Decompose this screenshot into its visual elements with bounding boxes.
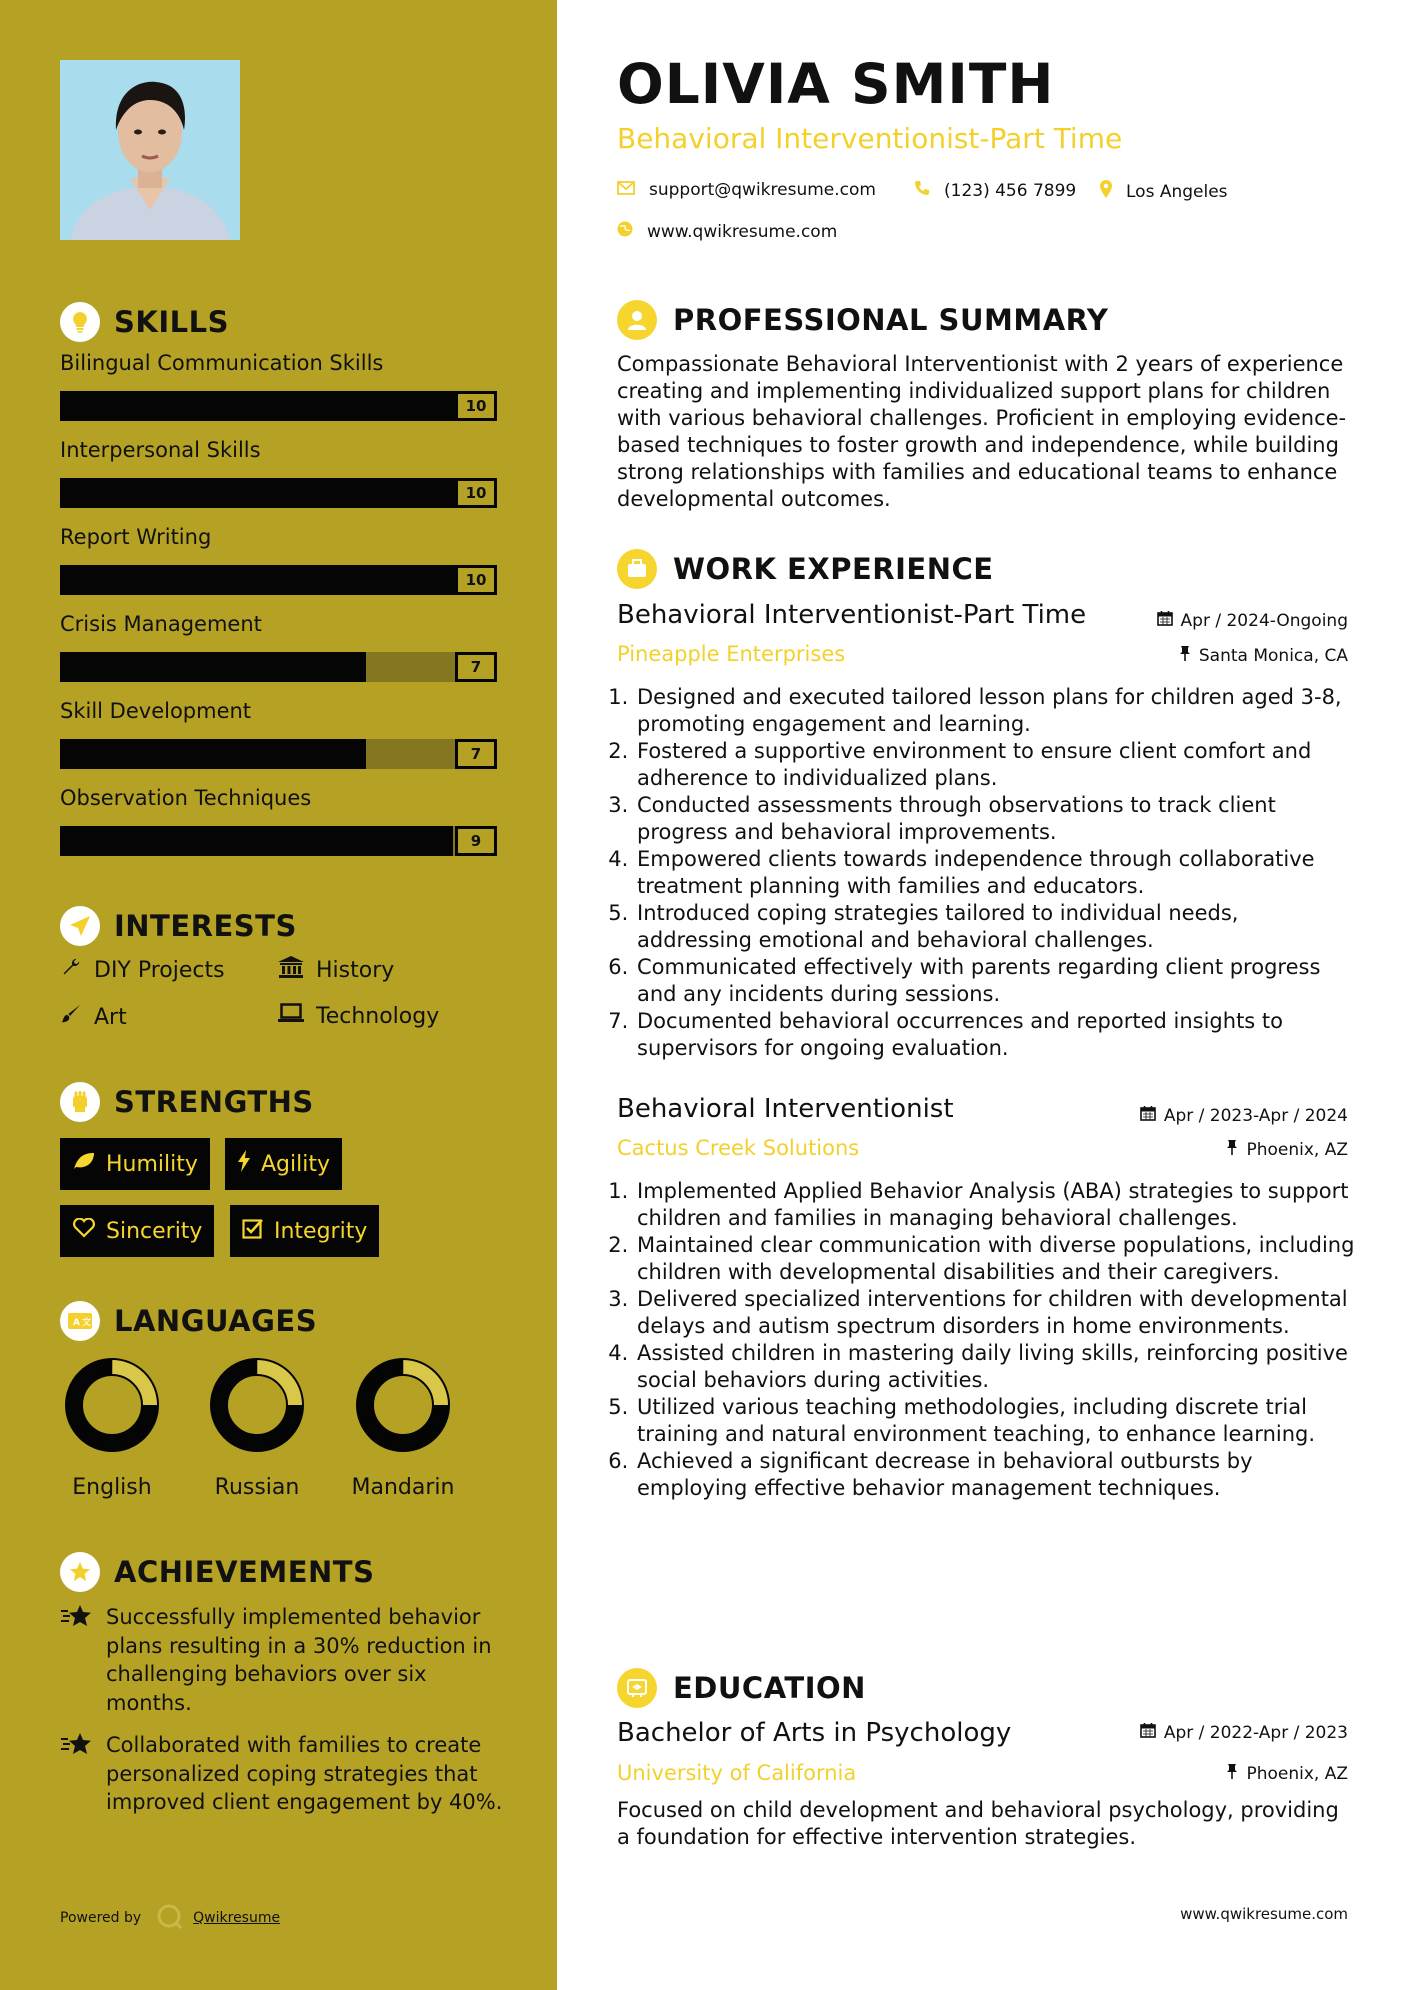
skill-bar [60, 391, 497, 421]
language-donut [62, 1355, 162, 1455]
company-name: Pineapple Enterprises [617, 642, 846, 666]
interest-label: Art [94, 1004, 127, 1030]
job-location [1179, 645, 1348, 666]
duty-item: 7. Documented behavioral occurrences and reported insights to supervisors for ongoing evaluation. [635, 1008, 1357, 1062]
duty-item: 2. Maintained clear communication with diverse populations, including children with developmental disabilities and their caregivers. [635, 1232, 1357, 1286]
qwikresume-logo-icon [155, 1902, 183, 1934]
skill-bar [60, 739, 497, 769]
skill-bar [60, 652, 497, 682]
education-text: Focused on child development and behavioral psychology, providing a foundation for effective intervention strategies. [617, 1798, 1339, 1849]
skill-level-badge: 10 [455, 478, 497, 508]
language-donut [353, 1355, 453, 1455]
leaf-icon [72, 1151, 106, 1177]
candidate-name: OLIVIA SMITH [617, 52, 1055, 116]
calendar-icon [1140, 1722, 1164, 1743]
profile-photo [60, 60, 240, 240]
language-item [343, 1355, 463, 1500]
language-item [52, 1355, 172, 1500]
location-contact [1100, 180, 1228, 203]
duty-item: 2. Fostered a supportive environment to ensure client comfort and adherence to individualized plans. [635, 738, 1357, 792]
skill-level-badge: 10 [455, 565, 497, 595]
job-dates-text: Apr / 2023-Apr / 2024 [1163, 1105, 1348, 1126]
language-donut [207, 1355, 307, 1455]
company-name: Cactus Creek Solutions [617, 1136, 860, 1160]
donut-inner-outline [82, 1375, 142, 1435]
skill-name: Observation Techniques [60, 786, 312, 810]
star-icon [60, 1603, 94, 1717]
check-square-icon [242, 1217, 274, 1245]
achievement-text: Successfully implemented behavior plans resulting in a 30% reduction in challenging behaviors over six months. [106, 1605, 492, 1715]
brush-icon [60, 1003, 94, 1031]
experience-heading [617, 549, 994, 589]
candidate-role: Behavioral Interventionist-Part Time [617, 122, 1123, 155]
skill-name: Crisis Management [60, 612, 262, 636]
calendar-icon [1157, 610, 1181, 631]
duties-list [617, 1178, 1357, 1502]
achievement-item [60, 1731, 506, 1817]
phone-icon [914, 180, 944, 201]
duties-list [617, 684, 1357, 1062]
skill-name: Bilingual Communication Skills [60, 351, 384, 375]
interest-label: History [316, 957, 395, 983]
achievement-item [60, 1603, 506, 1717]
job-title: Behavioral Interventionist [617, 1094, 954, 1124]
calendar-icon [1140, 1105, 1164, 1126]
location-text: Los Angeles [1126, 181, 1228, 202]
heart-icon [72, 1218, 106, 1244]
achievements-heading [60, 1552, 374, 1592]
skills-heading [60, 302, 229, 342]
education-heading [617, 1668, 866, 1708]
duty-item: 4. Empowered clients towards independence through collaborative treatment planning with families and educators. [635, 846, 1357, 900]
powered-by-label: Powered by [60, 1910, 142, 1926]
education-title: EDUCATION [673, 1671, 866, 1705]
degree-title: Bachelor of Arts in Psychology [617, 1718, 1012, 1748]
language-label: English [72, 1475, 152, 1500]
pushpin-icon [1226, 1763, 1246, 1784]
donut-inner-outline [373, 1375, 433, 1435]
duty-item: 6. Communicated effectively with parents regarding client progress and any incidents during sessions. [635, 954, 1357, 1008]
star-badge-icon [60, 1552, 100, 1592]
experience-title: WORK EXPERIENCE [673, 552, 994, 586]
job-location-text: Santa Monica, CA [1198, 645, 1348, 666]
interests-title: INTERESTS [114, 909, 297, 943]
education-location [1226, 1763, 1348, 1784]
envelope-icon [617, 180, 649, 200]
user-icon [617, 300, 657, 340]
school-name: University of California [617, 1761, 857, 1785]
skill-level-badge: 9 [455, 826, 497, 856]
education-location-text: Phoenix, AZ [1246, 1763, 1348, 1784]
skill-bar-fill [60, 826, 453, 856]
strength-label: Humility [106, 1151, 198, 1177]
translate-icon [60, 1301, 100, 1341]
duty-item: 4. Assisted children in mastering daily living skills, reinforcing positive social behaviors during activities. [635, 1340, 1357, 1394]
skill-name: Skill Development [60, 699, 252, 723]
map-pin-icon [1100, 180, 1126, 203]
strength-badge [60, 1138, 210, 1190]
skills-title: SKILLS [114, 305, 229, 339]
pushpin-icon [1179, 645, 1199, 666]
email-text: support@qwikresume.com [649, 180, 876, 200]
powered-by [60, 1902, 280, 1934]
summary-title: PROFESSIONAL SUMMARY [673, 303, 1109, 337]
job-dates [1157, 610, 1348, 631]
skill-bar-fill [60, 565, 497, 595]
skill-name: Interpersonal Skills [60, 438, 261, 462]
skill-bar [60, 826, 497, 856]
skill-bar-fill [60, 652, 366, 682]
sidebar [0, 0, 557, 1990]
pushpin-icon [1226, 1139, 1246, 1160]
email-contact[interactable] [617, 180, 876, 200]
bank-icon [278, 956, 316, 984]
education-dates [1140, 1722, 1348, 1743]
strength-label: Agility [261, 1151, 330, 1177]
skill-level-badge: 7 [455, 652, 497, 682]
interest-item [278, 956, 394, 984]
skill-level-badge: 10 [455, 391, 497, 421]
briefcase-icon [617, 549, 657, 589]
phone-text: (123) 456 7899 [944, 180, 1077, 201]
achievements-title: ACHIEVEMENTS [114, 1555, 375, 1589]
duty-item: 3. Delivered specialized interventions for children with developmental delays and autism spectrum disorders in home environments. [635, 1286, 1357, 1340]
language-label: Mandarin [351, 1475, 455, 1500]
website-text: www.qwikresume.com [647, 221, 838, 242]
paper-plane-icon [60, 906, 100, 946]
website-contact[interactable] [617, 221, 837, 242]
skill-bar [60, 478, 497, 508]
skill-bar-fill [60, 391, 497, 421]
graduation-icon [617, 1668, 657, 1708]
strength-badge [230, 1205, 379, 1257]
duty-item: 6. Achieved a significant decrease in behavioral outbursts by employing effective behavior management techniques. [635, 1448, 1357, 1502]
job-dates [1140, 1105, 1348, 1126]
skill-bar-fill [60, 478, 497, 508]
strength-badge [225, 1138, 342, 1190]
languages-heading [60, 1301, 317, 1341]
duty-item: 3. Conducted assessments through observations to track client progress and behavioral improvements. [635, 792, 1357, 846]
footer-url[interactable]: www.qwikresume.com [1180, 1905, 1348, 1923]
wrench-icon [60, 956, 94, 984]
language-item [197, 1355, 317, 1500]
duty-item: 1. Implemented Applied Behavior Analysis (ABA) strategies to support children and families in managing behavioral challenges. [635, 1178, 1357, 1232]
lightbulb-icon [60, 302, 100, 342]
duty-item: 5. Utilized various teaching methodologies, including discrete trial training and natural environment teaching, to enhance learning. [635, 1394, 1357, 1448]
duty-item: 1. Designed and executed tailored lesson plans for children aged 3-8, promoting engagement and learning. [635, 684, 1357, 738]
duty-item: 5. Introduced coping strategies tailored to individual needs, addressing emotional and behavioral challenges. [635, 900, 1357, 954]
job-location [1226, 1139, 1348, 1160]
interest-label: DIY Projects [94, 957, 225, 983]
summary-text: Compassionate Behavioral Interventionist with 2 years of experience creating and implementing individualized support plans for children with various behavioral challenges. Proficient in employing evidence-based techniques to foster growth and independence, while building strong relationships with families and educational teams to enhance developmental outcomes. [617, 352, 1347, 511]
qwikresume-link[interactable]: Qwikresume [193, 1910, 281, 1926]
bolt-icon [237, 1150, 261, 1178]
achievement-text: Collaborated with families to create personalized coping strategies that improved client engagement by 40%. [106, 1733, 503, 1814]
interest-label: Technology [316, 1003, 440, 1029]
skill-bar-fill [60, 739, 366, 769]
strength-label: Sincerity [106, 1218, 203, 1244]
job-location-text: Phoenix, AZ [1246, 1139, 1348, 1160]
strengths-heading [60, 1082, 314, 1122]
job-title: Behavioral Interventionist-Part Time [617, 600, 1087, 630]
job-dates-text: Apr / 2024-Ongoing [1180, 610, 1348, 631]
skill-bar [60, 565, 497, 595]
svg-text:A: A [73, 1318, 80, 1328]
strength-label: Integrity [274, 1218, 368, 1244]
fist-icon [60, 1082, 100, 1122]
svg-text:文: 文 [82, 1318, 92, 1328]
summary-heading [617, 300, 1108, 340]
star-icon [60, 1731, 94, 1817]
education-dates-text: Apr / 2022-Apr / 2023 [1163, 1722, 1348, 1743]
interest-item [278, 1003, 439, 1029]
languages-title: LANGUAGES [114, 1304, 318, 1338]
globe-icon [617, 221, 647, 242]
laptop-icon [278, 1003, 316, 1029]
skill-name: Report Writing [60, 525, 212, 549]
strength-badge [60, 1205, 214, 1257]
skill-level-badge: 7 [455, 739, 497, 769]
phone-contact[interactable] [914, 180, 1076, 201]
interest-item [60, 1003, 127, 1031]
interests-heading [60, 906, 297, 946]
strengths-title: STRENGTHS [114, 1085, 314, 1119]
language-label: Russian [214, 1475, 300, 1500]
donut-inner-outline [227, 1375, 287, 1435]
interest-item [60, 956, 225, 984]
